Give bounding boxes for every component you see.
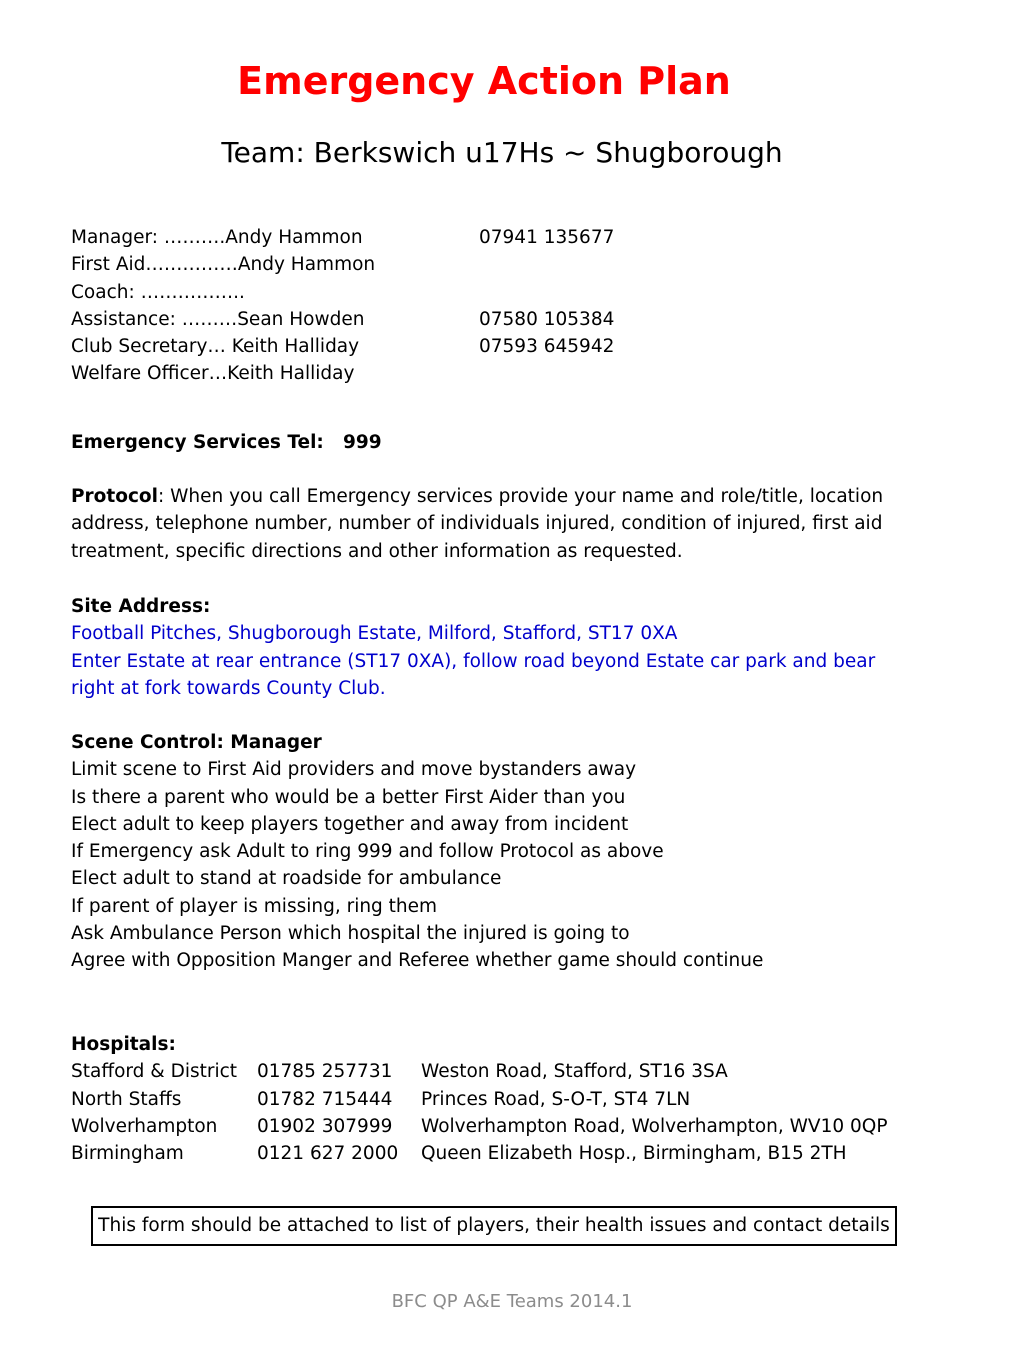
staff-phone: 07941 135677 [479, 227, 615, 248]
hospital-address: Queen Elizabeth Hosp., Birmingham, B15 2TH [421, 1143, 847, 1165]
scene-control-item: If parent of player is missing, ring them [71, 895, 438, 917]
hospital-phone: 01782 715444 [257, 1088, 393, 1110]
hospital-phone: 01902 307999 [257, 1115, 393, 1137]
hospital-name: North Staffs [71, 1088, 182, 1110]
scene-control-section [71, 729, 763, 975]
staff-row-manager [71, 224, 614, 251]
staff-row-welfare-officer [71, 360, 614, 387]
hospital-phone: 01785 257731 [257, 1061, 393, 1083]
protocol-text: treatment, specific directions and other information as requested. [71, 540, 683, 562]
staff-label: Club Secretary… Keith Halliday [71, 336, 360, 358]
staff-label: Assistance: ………Sean Howden [71, 308, 365, 330]
staff-list [71, 224, 614, 388]
emergency-label: Emergency Services Tel: [71, 432, 324, 453]
staff-label: First Aid……………Andy Hammon [71, 254, 376, 276]
footer-reference: BFC QP A&E Teams 2014.1 [391, 1291, 633, 1312]
hospital-address: Wolverhampton Road, Wolverhampton, WV10 0QP [421, 1115, 888, 1137]
protocol-text: : When you call Emergency services provide your name and role/title, location [157, 486, 884, 507]
site-directions-line: Enter Estate at rear entrance (ST17 0XA), follow road beyond Estate car park and bear [71, 650, 876, 672]
hospital-name: Stafford & District [71, 1061, 238, 1083]
protocol-section [71, 483, 883, 565]
emergency-services [71, 429, 382, 456]
hospital-row [71, 1113, 887, 1140]
staff-row-first-aid [71, 251, 614, 278]
staff-row-coach [71, 279, 614, 306]
staff-label: Manager: ……….Andy Hammon [71, 227, 363, 248]
hospital-phone: 0121 627 2000 [257, 1143, 399, 1165]
hospital-name: Wolverhampton [71, 1115, 218, 1137]
staff-phone: 07593 645942 [479, 336, 615, 358]
scene-control-item: Limit scene to First Aid providers and move bystanders away [71, 759, 637, 781]
site-address-section [71, 593, 875, 702]
site-address-heading: Site Address: [71, 596, 211, 617]
protocol-text: address, telephone number, number of individuals injured, condition of injured, first aid [71, 513, 883, 535]
page-title: Emergency Action Plan [237, 59, 731, 103]
scene-control-item: Elect adult to stand at roadside for ambulance [71, 868, 502, 890]
emergency-number: 999 [343, 432, 382, 453]
hospital-name: Birmingham [71, 1143, 184, 1165]
team-subtitle: Team: Berkswich u17Hs ~ Shugborough [221, 136, 783, 169]
scene-control-item: Elect adult to keep players together and away from incident [71, 813, 629, 835]
hospital-address: Princes Road, S-O-T, ST4 7LN [421, 1088, 691, 1110]
staff-phone: 07580 105384 [479, 308, 615, 330]
attachment-note-box: This form should be attached to list of players, their health issues and contact details [91, 1206, 897, 1246]
hospitals-section [71, 1031, 887, 1167]
hospital-row [71, 1140, 887, 1167]
hospitals-heading: Hospitals: [71, 1034, 176, 1055]
scene-control-item: Ask Ambulance Person which hospital the injured is going to [71, 923, 630, 945]
staff-label: Coach: …………….. [71, 281, 245, 303]
scene-control-item: If Emergency ask Adult to ring 999 and follow Protocol as above [71, 841, 664, 863]
scene-control-item: Is there a parent who would be a better First Aider than you [71, 786, 626, 808]
staff-row-assistance [71, 306, 614, 333]
site-address-line: Football Pitches, Shugborough Estate, Milford, Stafford, ST17 0XA [71, 623, 678, 645]
hospital-address: Weston Road, Stafford, ST16 3SA [421, 1061, 728, 1083]
protocol-label: Protocol [71, 486, 158, 507]
site-directions-line: right at fork towards County Club. [71, 677, 386, 699]
staff-label: Welfare Officer…Keith Halliday [71, 363, 355, 385]
scene-control-item: Agree with Opposition Manger and Referee whether game should continue [71, 950, 764, 972]
staff-row-club-secretary [71, 333, 614, 360]
scene-control-heading: Scene Control: Manager [71, 732, 322, 753]
hospital-row [71, 1058, 887, 1085]
hospital-row [71, 1086, 887, 1113]
